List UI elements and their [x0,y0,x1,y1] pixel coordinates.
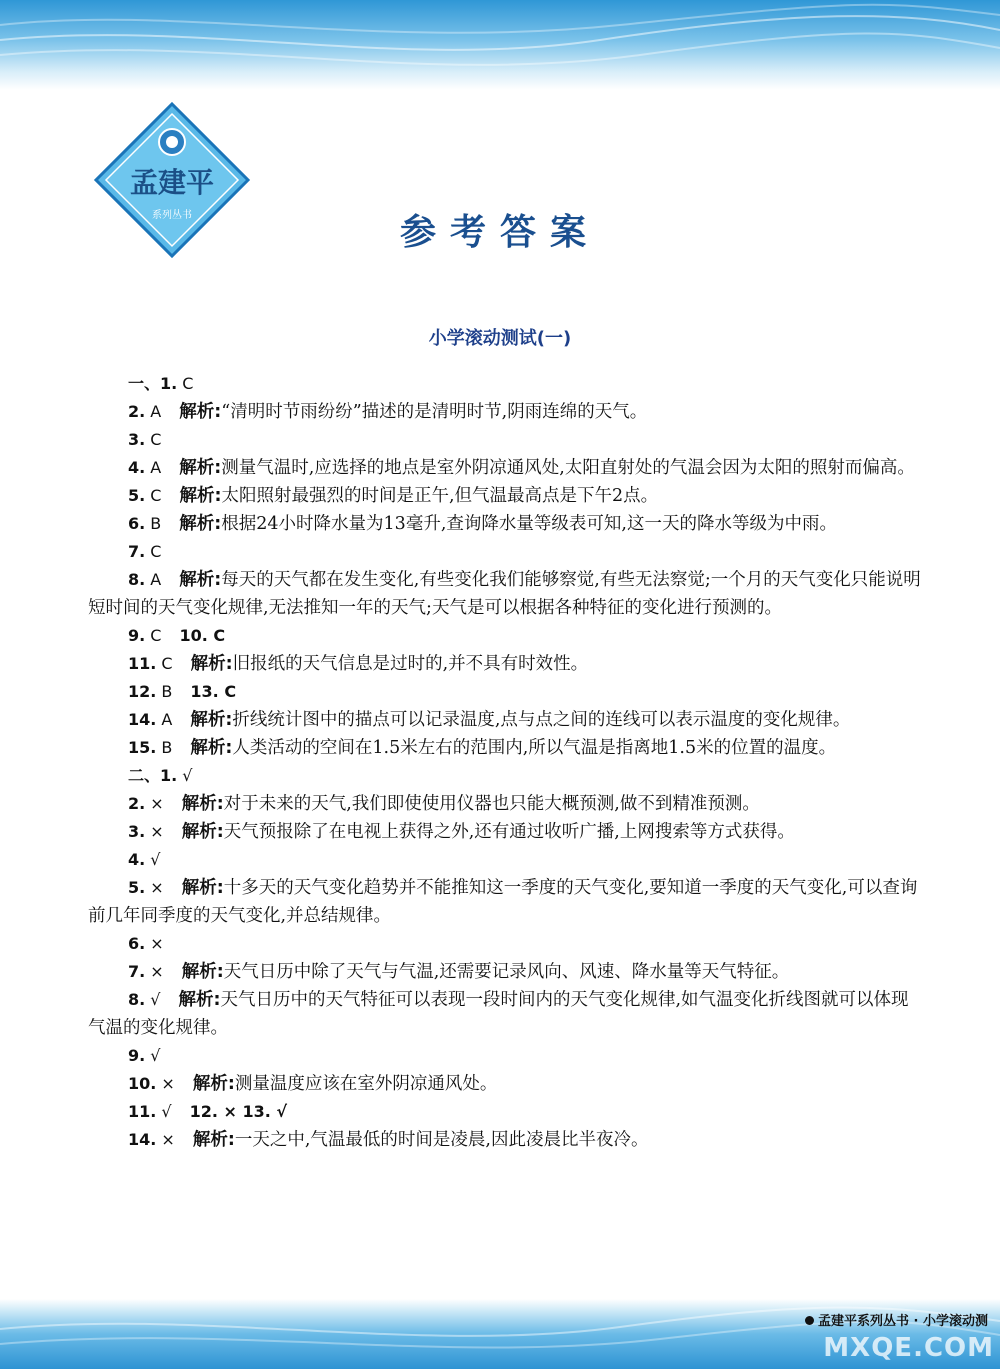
question-number: 10. [128,1074,157,1093]
analysis-text: 太阳照射最强烈的时间是正午,但气温最高点是下午2点。 [221,486,659,506]
top-wave-banner [0,0,1000,90]
question-number: 8. [128,570,146,589]
analysis-text: 天气预报除了在电视上获得之外,还有通过收听广播,上网搜索等方式获得。 [223,822,795,842]
analysis-label: 解析: [179,486,222,506]
analysis-text: 旧报纸的天气信息是过时的,并不具有时效性。 [232,654,589,674]
question-number: 5. [128,486,146,505]
answer-choice: √ [145,990,161,1009]
top-wave-lines [0,0,1000,90]
answer-content [88,370,924,1154]
analysis-label: 解析: [190,738,233,758]
page-title: 参考答案 [400,212,601,253]
answer-choice: C [145,542,162,561]
analysis-text: 折线统计图中的描点可以记录温度,点与点之间的连线可以表示温度的变化规律。 [232,710,851,730]
analysis-label: 解析: [190,710,233,730]
part2-answers [88,762,924,1154]
answer-item [88,650,924,678]
footer-text: 孟建平系列丛书 · 小学滚动测 [818,1314,988,1329]
analysis-label: 解析: [181,794,224,814]
question-number: 一、1. [128,374,178,393]
analysis-text: 对于未来的天气,我们即使使用仪器也只能大概预测,做不到精准预测。 [223,794,760,814]
answer-choice: C [145,430,162,449]
answer-choice: B [156,738,173,757]
answer-choice: √ [156,1102,172,1121]
analysis-label: 解析: [181,822,224,842]
question-number: 11. [128,654,157,673]
question-number: 2. [128,794,146,813]
question-number: 4. [128,458,146,477]
watermark: MXQE.COM [823,1333,994,1363]
answer-choice: A [145,402,162,421]
analysis-text: 十多天的天气变化趋势并不能推知这一季度的天气变化,要知道一季度的天气变化,可以查询前几年同季度的天气变化,并总结规律。 [88,878,918,926]
analysis-label: 解析: [192,1074,235,1094]
analysis-label: 解析: [181,878,224,898]
analysis-label: 解析: [179,570,222,590]
answer-item [88,930,924,958]
answer-choice: × [145,962,164,981]
brand-logo-shape [92,100,252,260]
question-number: 8. [128,990,146,1009]
answer-choice: √ [145,850,161,869]
answer-item [88,762,924,790]
question-number: 9. [128,626,146,645]
footer-series-label [805,1310,988,1329]
question-number: 14. [128,1130,157,1149]
question-number: 6. [128,934,146,953]
answer-item [88,370,924,398]
analysis-label: 解析: [179,514,222,534]
answer-item [88,958,924,986]
analysis-text: 人类活动的空间在1.5米左右的范围内,所以气温是指离地1.5米的位置的温度。 [232,738,837,758]
analysis-label: 解析: [179,458,222,478]
answer-choice: √ [145,1046,161,1065]
answer-item [88,818,924,846]
answer-item [88,1126,924,1154]
answer-item [88,846,924,874]
analysis-text: 测量温度应该在室外阴凉通风处。 [234,1074,498,1094]
question-number: 7. [128,962,146,981]
question-number: 2. [128,402,146,421]
answer-choice: C [145,626,162,645]
analysis-text: 测量气温时,应选择的地点是室外阴凉通风处,太阳直射处的气温会因为太阳的照射而偏高。 [221,458,915,478]
footer-bullet-icon [805,1316,814,1325]
analysis-text: “清明时节雨纷纷”描述的是清明时节,阴雨连绵的天气。 [221,402,648,422]
part1-answers [88,370,924,762]
answer-choice: √ [177,766,193,785]
brand-logo [92,100,252,260]
question-number: 7. [128,542,146,561]
analysis-text: 根据24小时降水量为13毫升,查询降水量等级表可知,这一天的降水等级为中雨。 [221,514,837,534]
question-number: 14. [128,710,157,729]
analysis-label: 解析: [179,402,222,422]
answer-item [88,538,924,566]
answer-choice: C [177,374,194,393]
answer-choice: × [145,934,164,953]
answer-choice: C [156,654,173,673]
question-number: 4. [128,850,146,869]
answer-choice: × [145,822,164,841]
answer-item [88,510,924,538]
answer-choice: B [145,514,162,533]
analysis-label: 解析: [178,990,221,1010]
answer-item [88,734,924,762]
answer-choice: A [156,710,173,729]
answer-choice: A [145,570,162,589]
question-number: 3. [128,430,146,449]
question-number: 9. [128,1046,146,1065]
answer-item [88,1098,924,1126]
answer-choice: A [145,458,162,477]
answer-item [88,426,924,454]
answer-choice: × [145,878,164,897]
question-number: 12. [128,682,157,701]
answer-item [88,706,924,734]
answer-item [88,622,924,650]
analysis-text: 每天的天气都在发生变化,有些变化我们能够察觉,有些无法察觉;一个月的天气变化只能说明短时间的天气变化规律,无法推知一年的天气;天气是可以根据各种特征的变化进行预测的。 [88,570,921,618]
analysis-label: 解析: [192,1130,235,1150]
analysis-label: 解析: [190,654,233,674]
answer-item [88,790,924,818]
section-title: 小学滚动测试(一) [428,328,572,349]
answer-choice: C [145,486,162,505]
answer-choice: B [156,682,173,701]
answer-item [88,1042,924,1070]
question-number: 6. [128,514,146,533]
answer-item [88,566,924,622]
logo-brand-text: 孟建平 [129,166,215,199]
logo-subtitle-text: 系列丛书 [152,210,192,221]
question-number: 11. [128,1102,157,1121]
analysis-text: 一天之中,气温最低的时间是凌晨,因此凌晨比半夜冷。 [234,1130,649,1150]
answer-choice: × [145,794,164,813]
extra-answers: 13. C [190,682,237,701]
answer-item [88,454,924,482]
analysis-text: 天气日历中的天气特征可以表现一段时间内的天气变化规律,如气温变化折线图就可以体现气温的变化规律。 [88,990,909,1038]
answer-item [88,482,924,510]
question-number: 3. [128,822,146,841]
answer-choice: × [156,1130,175,1149]
analysis-text: 天气日历中除了天气与气温,还需要记录风向、风速、降水量等天气特征。 [223,962,790,982]
answer-item [88,1070,924,1098]
answer-item [88,874,924,930]
answer-choice: × [156,1074,175,1093]
analysis-label: 解析: [181,962,224,982]
extra-answers: 10. C [179,626,226,645]
question-number: 二、1. [128,766,178,785]
answer-item [88,678,924,706]
question-number: 15. [128,738,157,757]
extra-answers: 12. × 13. √ [189,1102,288,1121]
answer-item [88,986,924,1042]
question-number: 5. [128,878,146,897]
answer-item [88,398,924,426]
